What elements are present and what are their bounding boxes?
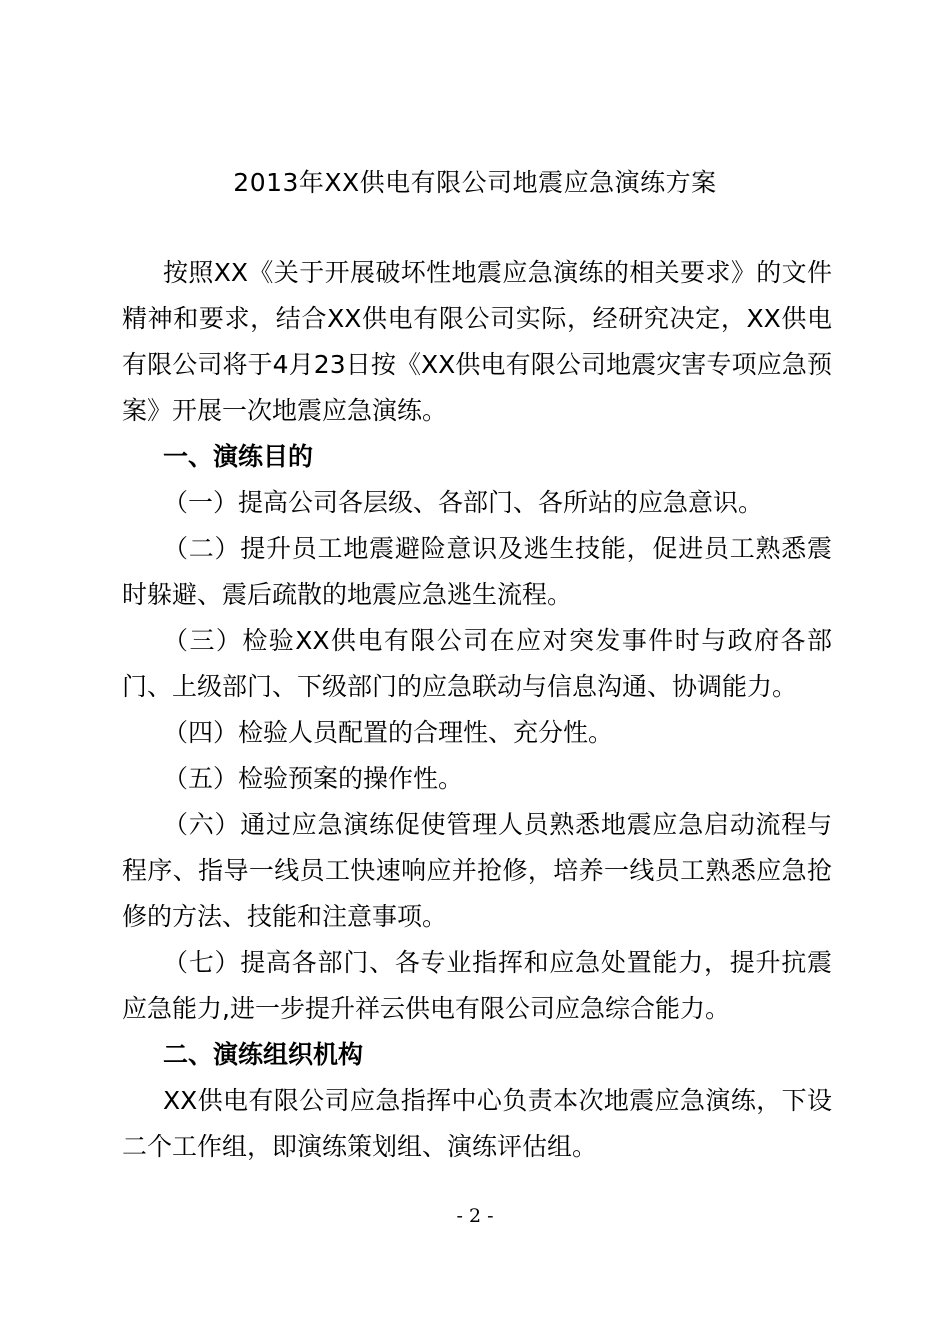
purpose-item-6: （六）通过应急演练促使管理人员熟悉地震应急启动流程与程序、指导一线员工快速响应并抢修，培养一线员工熟悉应急抢修的方法、技能和注意事项。: [122, 810, 832, 931]
purpose-item-4: （四）检验人员配置的合理性、充分性。: [163, 718, 614, 747]
purpose-item-5: （五）检验预案的操作性。: [163, 764, 464, 793]
document-body: [122, 250, 832, 1170]
section-heading-purpose: 一、演练目的: [163, 442, 314, 471]
page-number: - 2 -: [456, 1205, 494, 1227]
purpose-item-7: （七）提高各部门、各专业指挥和应急处置能力，提升抗震应急能力,进一步提升祥云供电有限公司应急综合能力。: [122, 948, 832, 1023]
section-heading-organization: 二、演练组织机构: [163, 1040, 364, 1069]
purpose-item-1: （一）提高公司各层级、各部门、各所站的应急意识。: [163, 488, 764, 517]
document-title: 2013年XX供电有限公司地震应急演练方案: [233, 168, 717, 197]
intro-paragraph: 按照XX《关于开展破坏性地震应急演练的相关要求》的文件精神和要求，结合XX供电有限公司实际，经研究决定，XX供电有限公司将于4月23日按《XX供电有限公司地震灾害专项应急预案》开展一次地震应急演练。: [122, 258, 832, 425]
organization-paragraph: XX供电有限公司应急指挥中心负责本次地震应急演练，下设二个工作组，即演练策划组、演练评估组。: [122, 1086, 832, 1161]
purpose-item-2: （二）提升员工地震避险意识及逃生技能，促进员工熟悉震时躲避、震后疏散的地震应急逃生流程。: [122, 534, 832, 609]
purpose-item-3: （三）检验XX供电有限公司在应对突发事件时与政府各部门、上级部门、下级部门的应急联动与信息沟通、协调能力。: [122, 626, 832, 701]
